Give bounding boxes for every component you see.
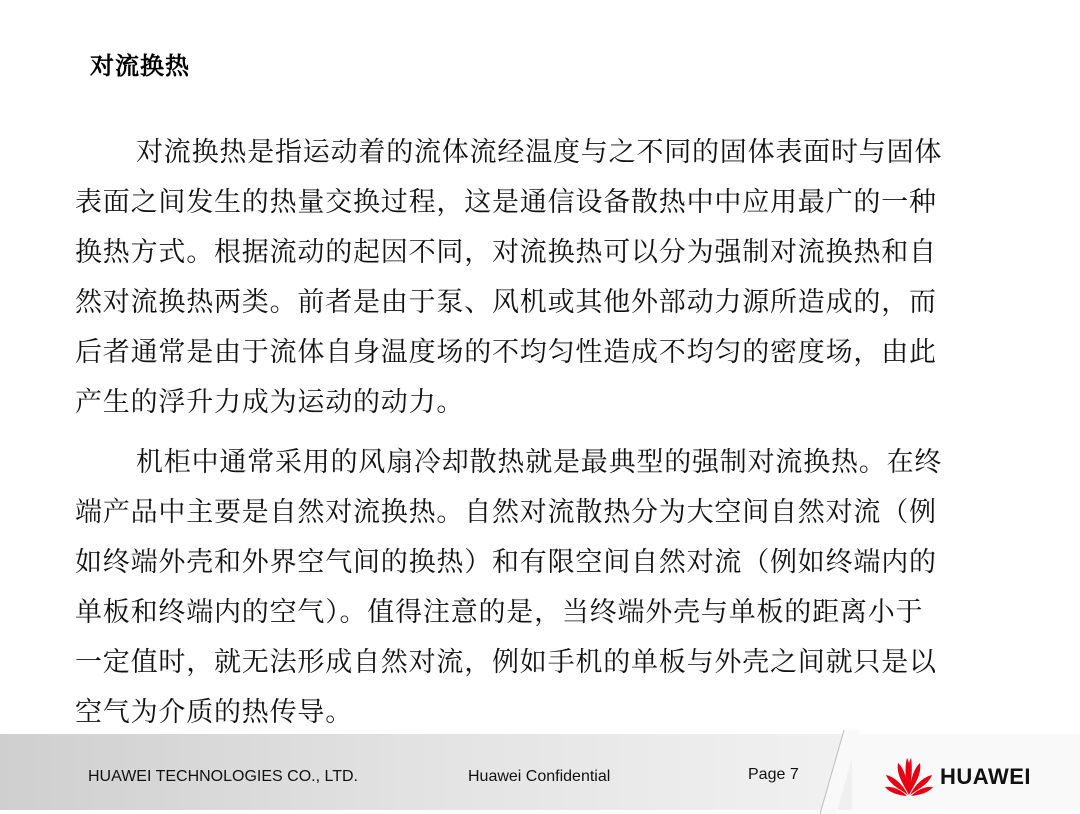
- paragraph-line: 表面之间发生的热量交换过程，这是通信设备散热中中应用最广的一种: [75, 187, 937, 218]
- confidential-label: Huawei Confidential: [468, 768, 611, 785]
- footer-divider: [820, 730, 860, 814]
- huawei-flower-icon: [884, 755, 934, 797]
- paragraph-line: 然对流换热两类。前者是由于泵、风机或其他外部动力源所造成的，而: [75, 287, 937, 318]
- slide-title: 对流换热: [90, 52, 190, 80]
- paragraph-line: 空气为介质的热传导。: [75, 697, 353, 728]
- paragraph-line: 机柜中通常采用的风扇冷却散热就是最典型的强制对流换热。在终: [136, 447, 943, 478]
- huawei-wordmark: HUAWEI: [940, 764, 1031, 789]
- page-number: Page 7: [748, 766, 799, 783]
- paragraph-line: 单板和终端内的空气）。值得注意的是，当终端外壳与单板的距离小于: [75, 597, 924, 628]
- huawei-logo: [884, 755, 1044, 797]
- paragraph-line: 换热方式。根据流动的起因不同，对流换热可以分为强制对流换热和自: [75, 237, 937, 268]
- paragraph-line: 产生的浮升力成为运动的动力。: [75, 387, 465, 418]
- paragraph-line: 如终端外壳和外界空气间的换热）和有限空间自然对流（例如终端内的: [75, 547, 937, 578]
- body-text: [75, 128, 1010, 738]
- paragraph-line: 对流换热是指运动着的流体流经温度与之不同的固体表面时与固体: [136, 137, 943, 168]
- paragraph-line: 后者通常是由于流体自身温度场的不均匀性造成不均匀的密度场，由此: [75, 337, 937, 368]
- company-name: HUAWEI TECHNOLOGIES CO., LTD.: [88, 768, 358, 785]
- paragraph-line: 端产品中主要是自然对流换热。自然对流散热分为大空间自然对流（例: [75, 497, 937, 528]
- paragraph-line: 一定值时，就无法形成自然对流，例如手机的单板与外壳之间就只是以: [75, 647, 937, 678]
